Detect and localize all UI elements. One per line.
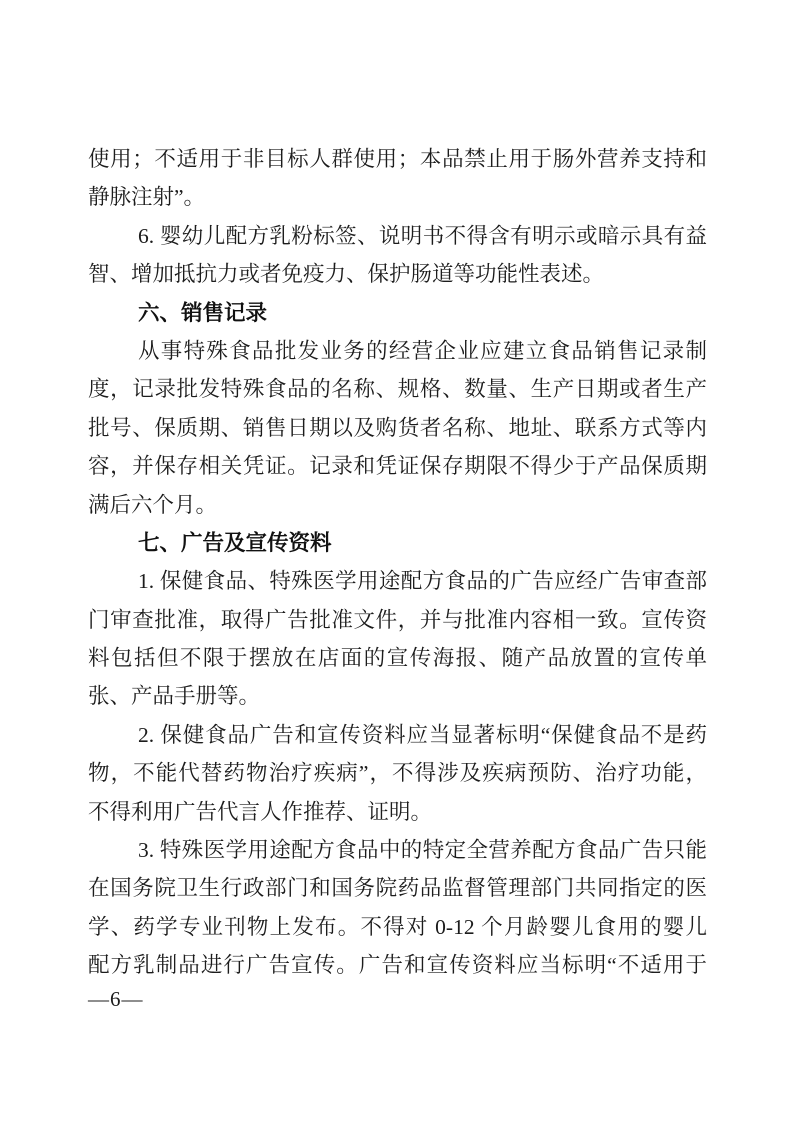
text-line: 容，并保存相关凭证。记录和凭证保存期限不得少于产品保质期 [88,454,707,479]
text-line: 批号、保质期、销售日期以及购货者名称、地址、联系方式等内 [88,415,707,440]
text-line-item-1: 1. 保健食品、特殊医学用途配方食品的广告应经广告审查部 [138,569,707,594]
text-line: 满后六个月。 [88,492,218,517]
text-line: 使用；不适用于非目标人群使用；本品禁止用于肠外营养支持和 [88,147,707,171]
text-line-item-2: 2. 保健食品广告和宣传资料应当显著标明“保健食品不是药 [138,722,707,747]
text-line: 物，不能代替药物治疗疾病”，不得涉及疾病预防、治疗功能， [88,761,707,786]
text-line: 从事特殊食品批发业务的经营企业应建立食品销售记录制 [138,338,707,363]
text-line: 在国务院卫生行政部门和国务院药品监督管理部门共同指定的医 [88,876,707,901]
section-heading-sales-records: 六、销售记录 [138,300,268,325]
text-line: 门审查批准，取得广告批准文件，并与批准内容相一致。宣传资 [88,607,707,632]
text-line: 学、药学专业刊物上发布。不得对 0-12 个月龄婴儿食用的婴儿 [88,914,707,939]
document-body [88,140,707,985]
section-heading-advertising-materials: 七、广告及宣传资料 [138,530,332,555]
text-line: 张、产品手册等。 [88,684,261,709]
text-line: 不得利用广告代言人作推荐、证明。 [88,799,433,824]
page-number: —6— [88,987,144,1011]
text-line: 料包括但不限于摆放在店面的宣传海报、随产品放置的宣传单 [88,646,707,671]
text-line: 智、增加抵抗力或者免疫力、保护肠道等功能性表述。 [88,262,605,287]
text-line: 静脉注射”。 [88,185,206,210]
text-line-item-3: 3. 特殊医学用途配方食品中的特定全营养配方食品广告只能 [138,838,707,863]
text-line-item-6: 6. 婴幼儿配方乳粉标签、说明书不得含有明示或暗示具有益 [138,223,707,248]
text-line: 配方乳制品进行广告宣传。广告和宣传资料应当标明“不适用于 [88,953,707,978]
text-line: 度，记录批发特殊食品的名称、规格、数量、生产日期或者生产 [88,377,707,402]
